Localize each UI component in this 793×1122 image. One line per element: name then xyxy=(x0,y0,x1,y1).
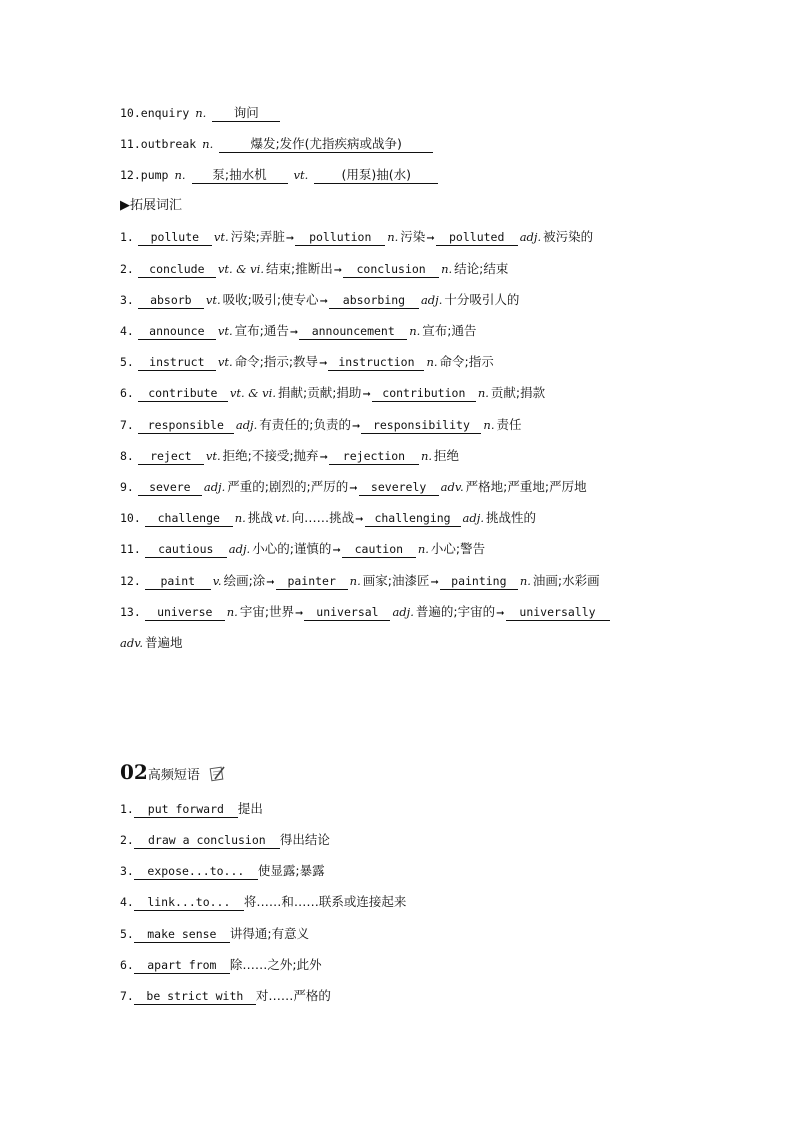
meaning: 画家;油漆匠 xyxy=(362,573,430,588)
meaning: 油画;水彩画 xyxy=(532,573,600,588)
expand-item xyxy=(120,603,610,623)
meaning: 小心的;谨慎的 xyxy=(252,541,332,556)
arrow-icon: ➞ xyxy=(333,265,343,276)
expand-item-continued xyxy=(120,634,183,652)
answer-blank: paint xyxy=(145,573,211,590)
answer-blank: responsible xyxy=(138,417,234,434)
phrase-item xyxy=(120,925,309,943)
answer-blank: painting xyxy=(440,573,518,590)
part-of-speech: n. xyxy=(349,574,361,588)
meaning: 严重的;剧烈的;严厉的 xyxy=(227,479,349,494)
item-number: 7. xyxy=(120,989,134,1003)
item-number: 5. xyxy=(120,927,134,941)
meaning: 宣布;通告 xyxy=(234,323,289,338)
answer-blank: announce xyxy=(138,323,216,340)
expand-item xyxy=(120,322,477,342)
part-of-speech: vt. & vi. xyxy=(229,386,276,400)
arrow-icon: ➞ xyxy=(430,577,439,588)
answer-blank: draw a conclusion xyxy=(134,832,280,849)
part-of-speech: adj. xyxy=(228,542,251,556)
answer-blank: absorbing xyxy=(329,292,419,309)
part-of-speech: n. xyxy=(417,542,429,556)
meaning: 使显露;暴露 xyxy=(257,863,325,878)
arrow-icon: ➞ xyxy=(352,421,361,432)
meaning: 污染;弄脏 xyxy=(230,229,285,244)
expand-item xyxy=(120,228,593,248)
answer-blank: severely xyxy=(359,479,439,496)
answer-blank: pollute xyxy=(138,229,212,246)
answer-blank: contribute xyxy=(138,385,228,402)
answer-blank: be strict with xyxy=(134,988,256,1005)
arrow-icon: ➞ xyxy=(496,608,505,619)
part-of-speech: vt. xyxy=(205,293,221,307)
vocab-item xyxy=(120,135,433,153)
item-number: 12. xyxy=(120,574,141,588)
item-number: 2. xyxy=(120,262,134,276)
meaning: 普遍的;宇宙的 xyxy=(415,604,496,619)
arrow-icon: ➞ xyxy=(319,296,328,307)
vocab-word: enquiry xyxy=(140,106,190,120)
part-of-speech: n. xyxy=(234,511,246,525)
part-of-speech: adj. xyxy=(235,418,258,432)
part-of-speech: n. xyxy=(426,355,438,369)
item-number: 5. xyxy=(120,355,134,369)
vocab-item xyxy=(120,166,438,184)
answer-blank: instruct xyxy=(138,354,216,371)
part-of-speech: vt. xyxy=(217,355,233,369)
meaning: 对……严格的 xyxy=(255,988,331,1003)
item-number: 13. xyxy=(120,605,141,619)
part-of-speech: n. xyxy=(483,418,495,432)
item-number: 11. xyxy=(120,542,141,556)
answer-blank: universal xyxy=(304,604,390,621)
part-of-speech: vt. xyxy=(274,511,290,525)
arrow-icon: ➞ xyxy=(295,608,304,619)
phrase-item xyxy=(120,893,406,911)
arrow-icon: ➞ xyxy=(285,233,295,244)
part-of-speech: n. xyxy=(420,449,433,463)
phrase-item xyxy=(120,831,330,849)
part-of-speech: n. xyxy=(174,168,186,182)
item-number: 4. xyxy=(120,895,134,909)
answer-blank: (用泵)抽(水) xyxy=(314,167,438,184)
arrow-icon: ➞ xyxy=(266,577,275,588)
item-number: 1. xyxy=(120,802,134,816)
meaning: 责任 xyxy=(496,417,522,432)
answer-blank: instruction xyxy=(328,354,424,371)
item-number: 6. xyxy=(120,958,134,972)
item-number: 8. xyxy=(120,449,134,463)
expand-item xyxy=(120,291,519,311)
answer-blank: caution xyxy=(342,541,416,558)
item-number: 12. xyxy=(120,168,141,182)
section-number: 02 xyxy=(120,760,148,784)
meaning: 将……和……联系或连接起来 xyxy=(243,894,407,909)
arrow-icon: ➞ xyxy=(362,389,371,400)
part-of-speech: vt. & vi. xyxy=(217,262,264,276)
item-number: 3. xyxy=(120,864,134,878)
part-of-speech: adj. xyxy=(519,230,542,244)
meaning: 命令;指示;教导 xyxy=(234,354,319,369)
part-of-speech: vt. xyxy=(217,324,233,338)
part-of-speech: adj. xyxy=(392,605,414,619)
part-of-speech: n. xyxy=(202,137,214,151)
item-number: 9. xyxy=(120,480,134,494)
answer-blank: 泵;抽水机 xyxy=(192,167,288,184)
meaning: 十分吸引人的 xyxy=(444,292,520,307)
meaning: 结论;结束 xyxy=(454,261,509,276)
meaning: 拒绝 xyxy=(434,448,460,463)
answer-blank: make sense xyxy=(134,926,230,943)
item-number: 7. xyxy=(120,418,134,432)
meaning: 宣布;通告 xyxy=(422,323,477,338)
arrow-icon: ➞ xyxy=(319,358,328,369)
expand-item xyxy=(120,353,494,373)
meaning: 讲得通;有意义 xyxy=(229,926,310,941)
part-of-speech: adj. xyxy=(203,480,226,494)
item-number: 1. xyxy=(120,230,134,244)
expand-item xyxy=(120,572,600,592)
part-of-speech: n. xyxy=(477,386,489,400)
answer-blank: universally xyxy=(506,604,610,621)
part-of-speech: n. xyxy=(226,605,238,619)
answer-blank: cautious xyxy=(145,541,227,558)
answer-blank: 爆发;发作(尤指疾病或战争) xyxy=(219,136,433,153)
part-of-speech: v. xyxy=(212,574,222,588)
arrow-icon: ➞ xyxy=(289,327,299,338)
meaning: 被污染的 xyxy=(543,229,594,244)
part-of-speech: adj. xyxy=(462,511,484,525)
expand-item xyxy=(120,416,521,436)
item-number: 11. xyxy=(120,137,141,151)
vocab-word: pump xyxy=(140,168,169,182)
expand-vocab-title: ▶拓展词汇 xyxy=(120,198,182,213)
meaning: 结束;推断出 xyxy=(266,261,333,276)
meaning: 除……之外;此外 xyxy=(229,957,322,972)
item-number: 10. xyxy=(120,511,141,525)
expand-item xyxy=(120,509,536,529)
item-number: 3. xyxy=(120,293,134,307)
meaning: 提出 xyxy=(237,801,263,816)
pencil-note-icon xyxy=(209,765,226,786)
answer-blank: severe xyxy=(138,479,202,496)
answer-blank: apart from xyxy=(134,957,230,974)
answer-blank: universe xyxy=(145,604,225,621)
part-of-speech: n. xyxy=(441,262,453,276)
expand-item xyxy=(120,260,508,280)
answer-blank: link...to... xyxy=(134,894,244,911)
section-title: 高频短语 xyxy=(147,768,200,783)
answer-blank: 询问 xyxy=(212,105,280,122)
phrases-section-heading xyxy=(120,760,226,786)
meaning: 小心;警告 xyxy=(430,541,486,556)
answer-blank: put forward xyxy=(134,801,238,818)
part-of-speech: vt. xyxy=(205,449,221,463)
meaning: 捐献;贡献;捐助 xyxy=(278,385,362,400)
arrow-icon: ➞ xyxy=(426,233,435,244)
answer-blank: contribution xyxy=(372,385,476,402)
answer-blank: announcement xyxy=(299,323,407,340)
answer-blank: reject xyxy=(138,448,204,465)
meaning: 挑战性的 xyxy=(485,510,536,525)
answer-blank: painter xyxy=(276,573,348,590)
meaning: 有责任的;负责的 xyxy=(259,417,352,432)
item-number: 6. xyxy=(120,386,134,400)
arrow-icon: ➞ xyxy=(355,514,364,525)
meaning: 严格地;严重地;严厉地 xyxy=(465,479,587,494)
meaning: 污染 xyxy=(400,229,426,244)
part-of-speech: vt. xyxy=(213,230,229,244)
answer-blank: expose...to... xyxy=(134,863,258,880)
item-number: 4. xyxy=(120,324,134,338)
arrow-icon: ➞ xyxy=(349,483,358,494)
answer-blank: conclude xyxy=(138,261,216,278)
item-number: 2. xyxy=(120,833,134,847)
answer-blank: conclusion xyxy=(343,261,439,278)
part-of-speech: adv. xyxy=(120,636,144,650)
phrase-item xyxy=(120,862,325,880)
phrase-item xyxy=(120,987,331,1005)
answer-blank: challenging xyxy=(365,510,461,527)
meaning: 得出结论 xyxy=(279,832,330,847)
meaning: 拒绝;不接受;抛弃 xyxy=(222,448,319,463)
answer-blank: responsibility xyxy=(361,417,481,434)
part-of-speech: adj. xyxy=(420,293,443,307)
part-of-speech: n. xyxy=(387,230,399,244)
expand-item xyxy=(120,540,485,560)
meaning: 绘画;涂 xyxy=(223,573,266,588)
answer-blank: pollution xyxy=(295,229,385,246)
part-of-speech: adv. xyxy=(440,480,464,494)
arrow-icon: ➞ xyxy=(319,452,328,463)
expand-item xyxy=(120,384,545,404)
vocab-item xyxy=(120,104,280,122)
meaning: 贡献;捐款 xyxy=(490,385,546,400)
meaning: 普遍地 xyxy=(145,635,183,650)
answer-blank: absorb xyxy=(138,292,204,309)
answer-blank: rejection xyxy=(329,448,419,465)
meaning: 命令;指示 xyxy=(439,354,494,369)
part-of-speech: n. xyxy=(409,324,421,338)
part-of-speech: n. xyxy=(519,574,531,588)
part-of-speech: n. xyxy=(195,106,207,120)
arrow-icon: ➞ xyxy=(332,545,341,556)
expand-item xyxy=(120,447,459,467)
item-number: 10. xyxy=(120,106,141,120)
answer-blank: polluted xyxy=(436,229,518,246)
part-of-speech: vt. xyxy=(293,168,309,182)
meaning: 吸收;吸引;使专心 xyxy=(222,292,319,307)
expand-item xyxy=(120,478,587,498)
meaning: 挑战 xyxy=(247,510,273,525)
vocab-word: outbreak xyxy=(140,137,197,151)
phrase-item xyxy=(120,800,263,818)
answer-blank: challenge xyxy=(145,510,233,527)
phrase-item xyxy=(120,956,322,974)
meaning: 向……挑战 xyxy=(291,510,355,525)
meaning: 宇宙;世界 xyxy=(239,604,295,619)
